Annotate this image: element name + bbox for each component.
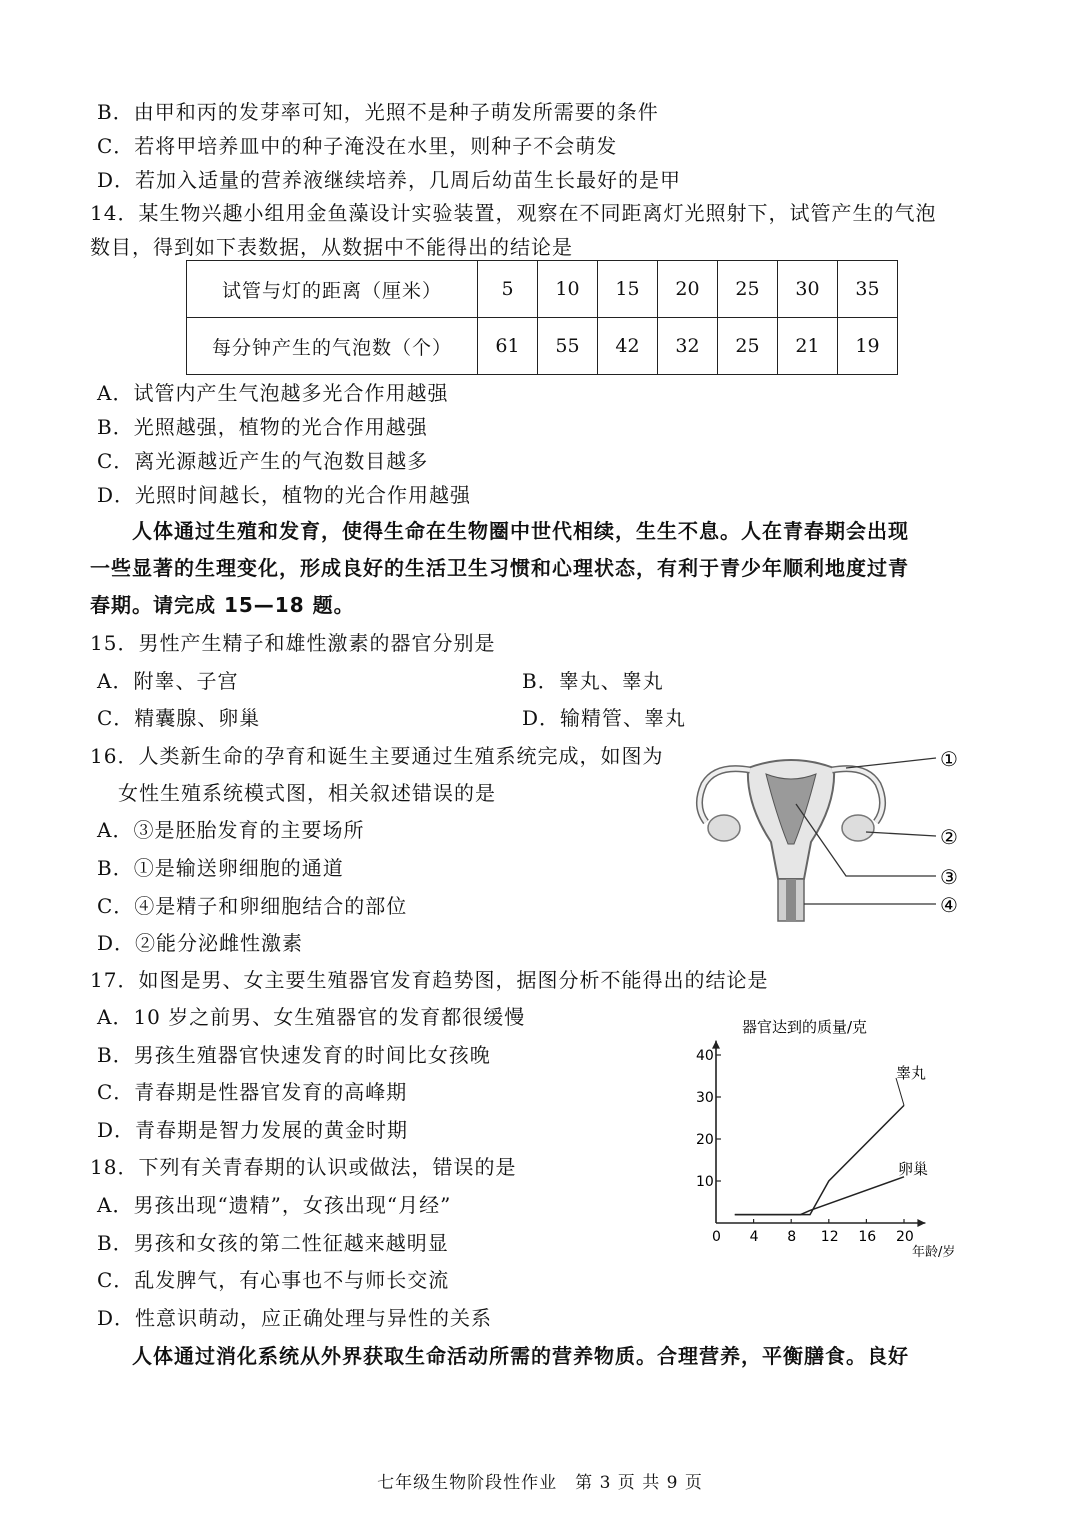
- q14-stem-line2: 数目，得到如下表数据，从数据中不能得出的结论是: [90, 235, 573, 259]
- y-tick-label: 40: [696, 1048, 714, 1064]
- q17-option-c: C．青春期是性器官发育的高峰期: [97, 1080, 408, 1104]
- female-reproductive-system-diagram: [686, 744, 976, 926]
- q16-option-b: B．①是输送卵细胞的通道: [97, 856, 344, 880]
- diagram-label-4: ④: [940, 893, 958, 917]
- intro2-line1: 人体通过消化系统从外界获取生命活动所需的营养物质。合理营养，平衡膳食。良好: [132, 1344, 909, 1368]
- q15-option-d: D．输精管、睾丸: [522, 706, 687, 730]
- q16-option-c: C．④是精子和卵细胞结合的部位: [97, 894, 408, 918]
- series-label-testis: 睾丸: [896, 1064, 927, 1082]
- page-footer: 七年级生物阶段性作业 第 3 页 共 9 页: [377, 1473, 703, 1493]
- q18-stem: 18．下列有关青春期的认识或做法，错误的是: [90, 1155, 517, 1179]
- table-cell: 20: [658, 261, 718, 318]
- x-tick-label: 12: [820, 1229, 839, 1245]
- table-cell: 32: [658, 318, 718, 375]
- q15-stem: 15．男性产生精子和雄性激素的器官分别是: [90, 631, 496, 655]
- q15-option-b: B．睾丸、睾丸: [522, 669, 664, 693]
- x-tick-label: 8: [787, 1229, 797, 1245]
- q14-option-b: B．光照越强，植物的光合作用越强: [97, 415, 428, 439]
- q18-option-a: A．男孩出现“遗精”，女孩出现“月经”: [97, 1193, 452, 1217]
- table-row: [187, 261, 898, 318]
- x-tick-label: 16: [858, 1229, 877, 1245]
- q17-option-a: A．10 岁之前男、女生殖器官的发育都很缓慢: [97, 1005, 526, 1029]
- table-cell: 55: [538, 318, 598, 375]
- chart-series: [735, 1078, 904, 1215]
- q16-stem-line2: 女性生殖系统模式图，相关叙述错误的是: [118, 781, 496, 805]
- diagram-label-2: ②: [940, 825, 958, 849]
- ovary-line: [735, 1177, 904, 1215]
- q15-option-c: C．精囊腺、卵巢: [97, 706, 261, 730]
- q18-option-d: D．性意识萌动，应正确处理与异性的关系: [97, 1306, 493, 1330]
- q16-stem-line1: 16．人类新生命的孕育和诞生主要通过生殖系统完成，如图为: [90, 744, 664, 768]
- ovary-right: [842, 815, 874, 841]
- table-cell: 10: [538, 261, 598, 318]
- x-tick-label: 0: [712, 1229, 721, 1245]
- table-cell: 30: [778, 261, 838, 318]
- fallopian-tube-left: [699, 769, 750, 822]
- testis-line: [735, 1105, 904, 1214]
- q16-option-a: A．③是胚胎发育的主要场所: [97, 818, 365, 842]
- fallopian-tube-right: [832, 769, 883, 822]
- x-tick-label: 20: [896, 1229, 914, 1245]
- q18-option-c: C．乱发脾气，有心事也不与师长交流: [97, 1268, 450, 1292]
- q15-option-a: A．附睾、子宫: [97, 669, 239, 693]
- q14-stem-line1: 14．某生物兴趣小组用金鱼藻设计实验装置，观察在不同距离灯光照射下，试管产生的气泡: [90, 201, 937, 225]
- x-tick-label: 4: [749, 1229, 759, 1245]
- intro1-line1: 人体通过生殖和发育，使得生命在生物圈中世代相续，生生不息。人在青春期会出现: [132, 519, 909, 543]
- q14-option-c: C．离光源越近产生的气泡数目越多: [97, 449, 429, 473]
- testis-label-leader: [896, 1078, 904, 1105]
- intro1-line2: 一些显著的生理变化，形成良好的生活卫生习惯和心理状态，有利于青少年顺利地度过青: [90, 556, 909, 580]
- chart-ticks: [696, 1048, 914, 1245]
- leader-line-1: [846, 758, 936, 768]
- series-label-ovary: 卵巢: [898, 1160, 929, 1178]
- table-cell: 19: [838, 318, 898, 375]
- intro1-line3: 春期。请完成 15—18 题。: [90, 593, 355, 617]
- y-tick-label: 30: [696, 1090, 714, 1106]
- table-cell: 15: [598, 261, 658, 318]
- table-cell: 61: [478, 318, 538, 375]
- table-cell: 25: [718, 318, 778, 375]
- chart-xlabel: 年龄/岁: [912, 1245, 956, 1260]
- chart-title: 器官达到的质量/克: [742, 1018, 868, 1036]
- table-header-distance: 试管与灯的距离（厘米）: [187, 261, 478, 318]
- q14-option-a: A．试管内产生气泡越多光合作用越强: [97, 381, 449, 405]
- table-cell: 35: [838, 261, 898, 318]
- leader-line-2: [866, 832, 936, 836]
- vagina-inner: [786, 879, 796, 921]
- q13-option-b: B．由甲和丙的发芽率可知，光照不是种子萌发所需要的条件: [97, 100, 659, 124]
- q16-option-d: D．②能分泌雌性激素: [97, 931, 304, 955]
- q17-option-b: B．男孩生殖器官快速发育的时间比女孩晚: [97, 1043, 491, 1067]
- table-cell: 5: [478, 261, 538, 318]
- table-header-bubbles: 每分钟产生的气泡数（个）: [187, 318, 478, 375]
- y-tick-label: 20: [696, 1132, 714, 1148]
- q14-option-d: D．光照时间越长，植物的光合作用越强: [97, 483, 472, 507]
- q18-option-b: B．男孩和女孩的第二性征越来越明显: [97, 1231, 449, 1255]
- q17-stem: 17．如图是男、女主要生殖器官发育趋势图，据图分析不能得出的结论是: [90, 968, 769, 992]
- organ-development-chart: [690, 1014, 965, 1260]
- table-row: [187, 318, 898, 375]
- diagram-label-1: ①: [940, 747, 958, 771]
- q13-option-c: C．若将甲培养皿中的种子淹没在水里，则种子不会萌发: [97, 134, 618, 158]
- table-cell: 42: [598, 318, 658, 375]
- table-cell: 21: [778, 318, 838, 375]
- ovary-left: [708, 815, 740, 841]
- q13-option-d: D．若加入适量的营养液继续培养，几周后幼苗生长最好的是甲: [97, 168, 682, 192]
- x-axis-arrow: [917, 1219, 925, 1227]
- diagram-label-3: ③: [940, 865, 958, 889]
- table-cell: 25: [718, 261, 778, 318]
- q17-option-d: D．青春期是智力发展的黄金时期: [97, 1118, 409, 1142]
- y-tick-label: 10: [696, 1174, 714, 1190]
- q14-data-table: [186, 260, 898, 375]
